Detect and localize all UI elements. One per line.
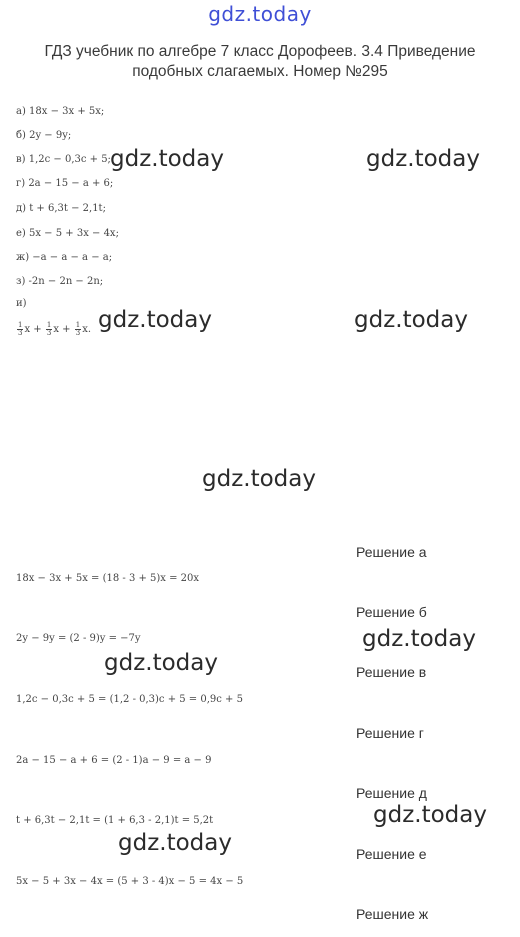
watermark: gdz.today: [373, 802, 487, 828]
solution-label-b: Решение б: [356, 604, 427, 620]
task-v: в) 1,2c − 0,3c + 5;: [16, 154, 111, 165]
frac-den: 3: [46, 329, 52, 337]
watermark: gdz.today: [354, 307, 468, 333]
fraction-one-third-2: [46, 322, 52, 337]
solution-e: 5x − 5 + 3x − 4x = (5 + 3 - 4)x − 5 = 4x − 5: [16, 876, 244, 887]
frac-num: 1: [18, 321, 23, 329]
solution-label-v: Решение в: [356, 664, 427, 680]
watermark: gdz.today: [362, 626, 476, 652]
watermark: gdz.today: [202, 466, 316, 492]
solution-v: 1,2c − 0,3c + 5 = (1,2 - 0,3)c + 5 = 0,9c + 5: [16, 694, 243, 705]
frac-den: 3: [18, 329, 23, 337]
watermark: gdz.today: [110, 146, 224, 172]
frac-den: 3: [75, 329, 81, 337]
page-title: ГДЗ учебник по алгебре 7 класс Дорофеев. 3.4 Приведение подобных слагаемых. Номер №295: [44, 43, 476, 80]
var-x: x: [53, 324, 59, 335]
solution-label-a: Решение а: [356, 544, 427, 560]
task-zh: ж) −a − a − a − a;: [16, 252, 113, 263]
frac-num: 1: [75, 321, 81, 329]
task-e: е) 5x − 5 + 3x − 4x;: [16, 228, 119, 239]
plus-sign: +: [62, 324, 71, 335]
watermark: gdz.today: [118, 830, 232, 856]
task-i-expression: [16, 322, 91, 337]
watermark: gdz.today: [98, 307, 212, 333]
watermark: gdz.today: [366, 146, 480, 172]
solution-g: 2a − 15 − a + 6 = (2 - 1)a − 9 = a − 9: [16, 755, 212, 766]
task-z: з) -2n − 2n − 2n;: [16, 276, 104, 287]
fraction-one-third-1: [17, 322, 23, 337]
fraction-one-third-3: [75, 322, 81, 337]
task-i: и): [16, 298, 27, 309]
var-x: x: [82, 324, 88, 335]
solution-label-zh: Решение ж: [356, 906, 429, 922]
task-g: г) 2a − 15 − a + 6;: [16, 178, 114, 189]
var-x: x: [24, 324, 31, 335]
period: .: [87, 324, 92, 335]
task-a: а) 18x − 3x + 5x;: [16, 106, 105, 117]
site-logo[interactable]: gdz.today: [208, 2, 312, 26]
watermark: gdz.today: [104, 650, 218, 676]
solution-a: 18x − 3x + 5x = (18 - 3 + 5)x = 20x: [16, 573, 200, 584]
task-d: д) t + 6,3t − 2,1t;: [16, 203, 106, 214]
solution-label-e: Решение е: [356, 846, 427, 862]
plus-sign: +: [33, 324, 42, 335]
solution-d: t + 6,3t − 2,1t = (1 + 6,3 - 2,1)t = 5,2t: [16, 815, 214, 826]
solution-label-g: Решение г: [356, 725, 424, 741]
solution-label-d: Решение д: [356, 785, 427, 801]
solution-b: 2y − 9y = (2 - 9)y = −7y: [16, 633, 141, 644]
task-b: б) 2y − 9y;: [16, 130, 72, 141]
frac-num: 1: [46, 321, 52, 329]
